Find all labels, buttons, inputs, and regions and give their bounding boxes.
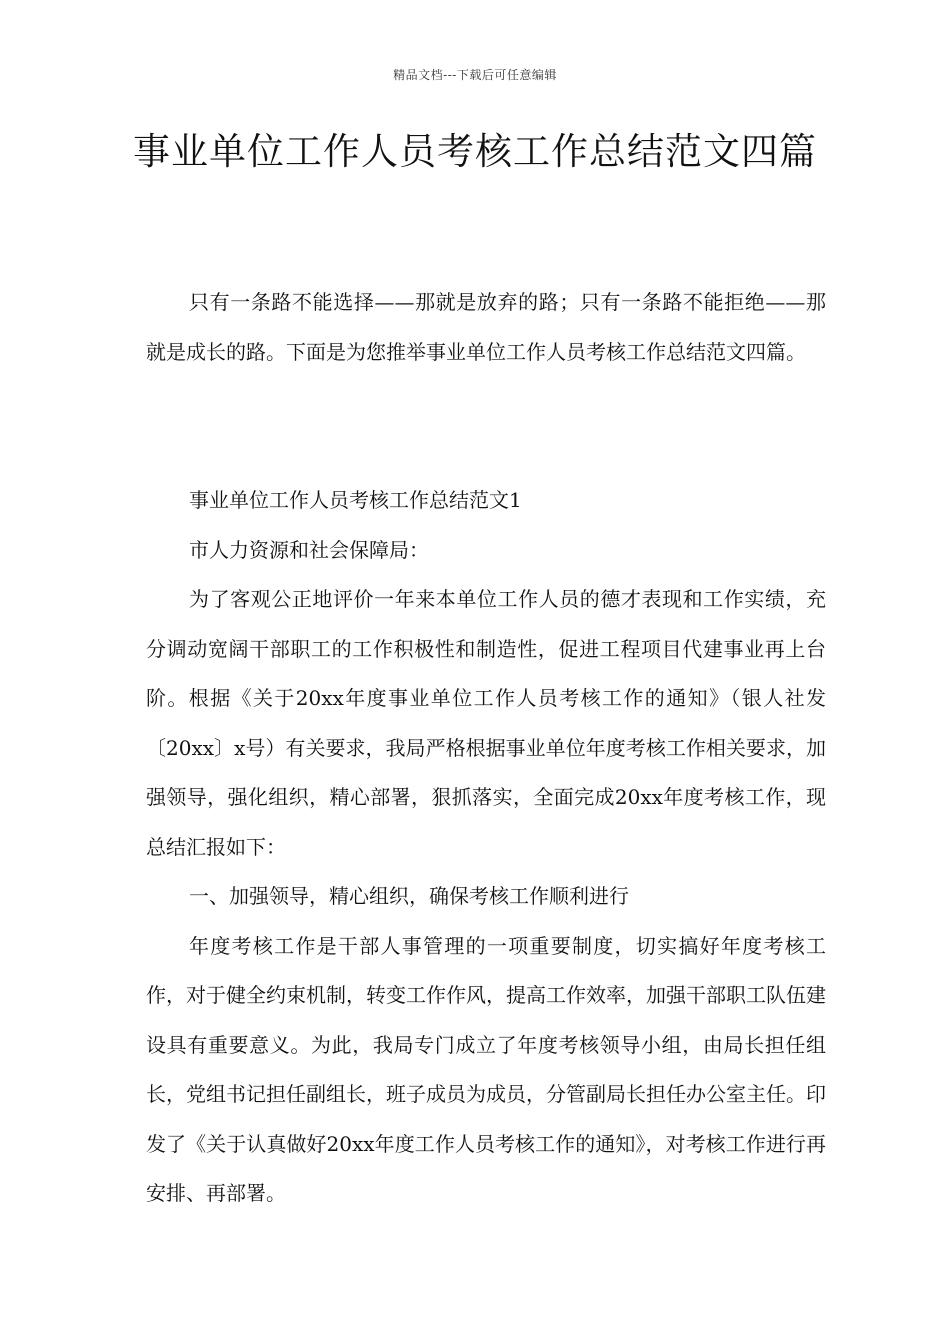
intro-paragraph: 只有一条路不能选择——那就是放弃的路；只有一条路不能拒绝——那就是成长的路。下面是为您推举事业单位工作人员考核工作总结范文四篇。 [146, 290, 826, 364]
document-title: 事业单位工作人员考核工作总结范文四篇 [133, 130, 817, 173]
section-title: 事业单位工作人员考核工作总结范文1 [189, 488, 522, 512]
body-paragraph-2: 年度考核工作是干部人事管理的一项重要制度，切实搞好年度考核工作，对于健全约束机制，转变工作作风，提高工作效率，加强干部职工队伍建设具有重要意义。为此，我局专门成立了年度考核领导小组，由局长担任组长，党组书记担任副组长，班子成员为成员，分管副局长担任办公室主任。印发了《关于认真做好20xx年度工作人员考核工作的通知》，对考核工作进行再安排、再部署。 [146, 933, 826, 1205]
section-heading-1: 一、加强领导，精心组织，确保考核工作顺利进行 [189, 884, 629, 908]
salutation: 市人力资源和社会保障局： [189, 537, 429, 562]
body-paragraph-1: 为了客观公正地评价一年来本单位工作人员的德才表现和工作实绩，充分调动宽阔干部职工的工作积极性和制造性，促进工程项目代建事业再上台阶。根据《关于20xx年度事业单位工作人员考核工作的通知》（银人社发〔20xx〕x号）有关要求，我局严格根据事业单位年度考核工作相关要求，加强领导，强化组织，精心部署，狠抓落实，全面完成20xx年度考核工作，现总结汇报如下： [146, 587, 826, 859]
page-header-watermark: 精品文档---下载后可任意编辑 [393, 68, 557, 82]
section-1 [146, 476, 826, 1219]
